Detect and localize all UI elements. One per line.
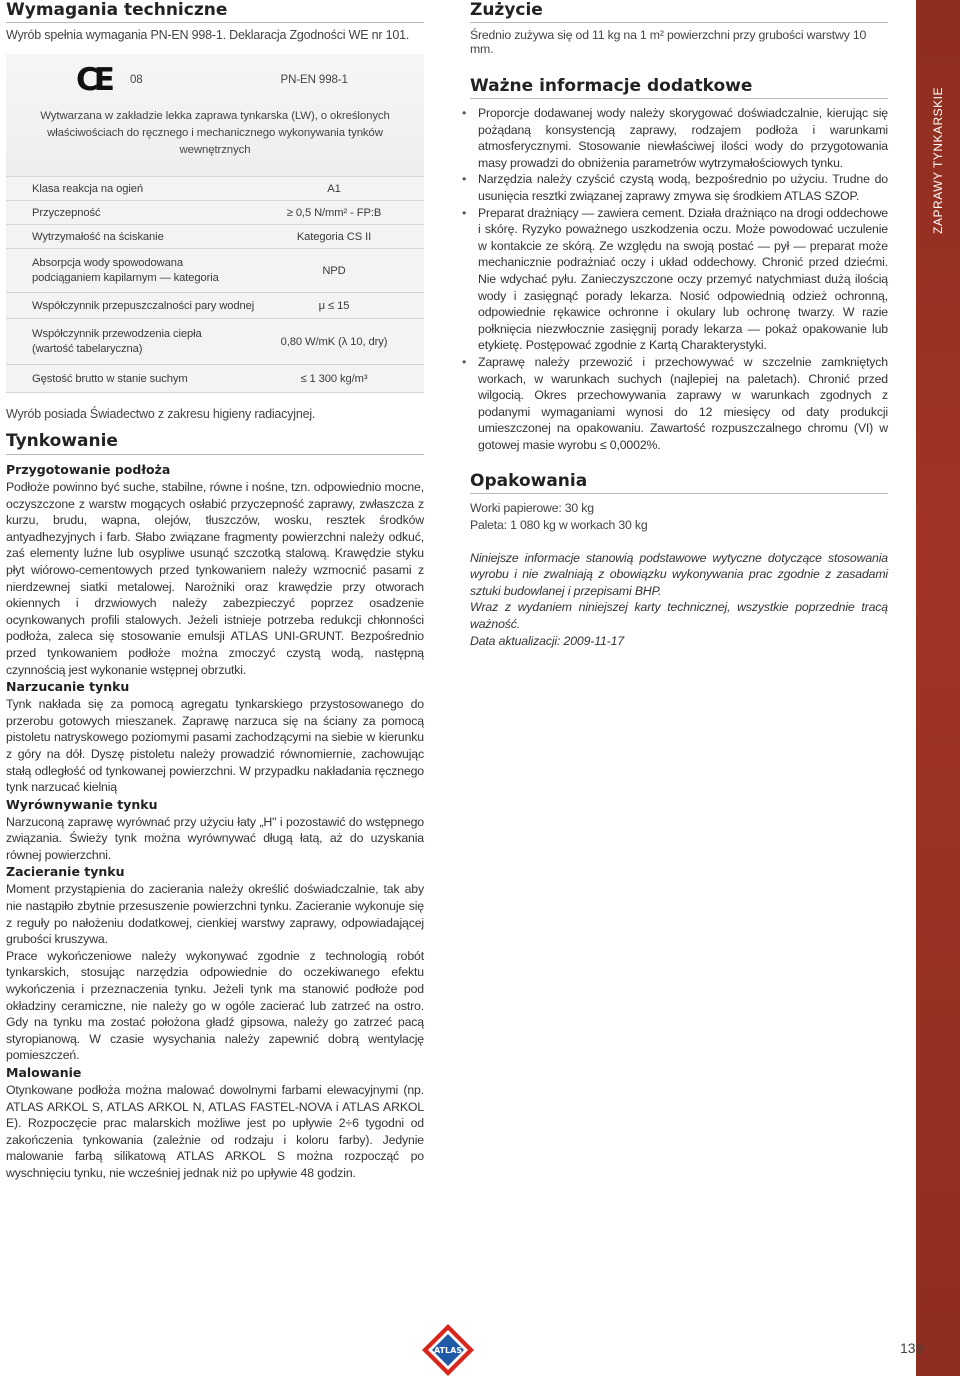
info-bullet: • Proporcje dodawanej wody należy skorygować doświadczalnie, kierując się pożądaną konsystencją zaprawy, rodzajem podłoża i warunkami atmosferycznymi. Stosowanie niewłaściwej ilości wody do przygotowania masy prowadzi do obniżenia parametrów wytrzymałościowych tynku.	[470, 105, 888, 171]
ce-mark-icon: CE	[76, 61, 110, 98]
side-tab-label: ZAPRAWY TYNKARSKIE	[931, 87, 945, 234]
spec-description: Wytwarzana w zakładzie lekka zaprawa tynkarska (LW), o określonych właściwościach do ręcznego i mechanicznego wykonywania tynków wewnętrznych	[40, 110, 390, 156]
section-heading: Narzucanie tynku	[6, 679, 130, 695]
spec-key: Współczynnik przepuszczalności pary wodnej	[32, 299, 255, 312]
spec-value: 0,80 W/mK (λ 10, dry)	[280, 335, 388, 348]
usage-title: Zużycie	[470, 0, 888, 23]
info-bullet: • Zaprawę należy przewozić i przechowywać w szczelnie zamkniętych workach, w warunkach suchych (najlepiej na paletach). Chronić przed wilgocią. Okres przechowywania zaprawy w warunkach zgodnych z podanymi wymaganiami wynosi do 12 miesięcy od daty produkcji umieszczonej na opakowaniu. Zawartość rozpuszczalnego chromu (VI) w gotowej masie wyrobu ≤ 0,0002%.	[470, 354, 888, 454]
section-heading: Przygotowanie podłoża	[6, 462, 171, 477]
page-number: 139	[900, 1340, 924, 1356]
ce-line	[6, 54, 424, 98]
spec-row	[6, 177, 424, 201]
spec-row	[6, 293, 424, 319]
spec-header	[6, 54, 424, 177]
important-info-title: Ważne informacje dodatkowe	[470, 76, 888, 99]
spec-value: ≥ 0,5 N/mm² - FP:B	[286, 206, 382, 219]
logo-text: ATLAS	[433, 1346, 463, 1355]
spec-value: μ ≤ 15	[318, 299, 350, 312]
tech-requirements-lead: Wyrób spełnia wymagania PN-EN 998-1. Deklaracja Zgodności WE nr 101.	[6, 28, 410, 42]
spec-row	[6, 365, 424, 393]
hygiene-note: Wyrób posiada Świadectwo z zakresu higieny radiacyjnej.	[6, 407, 316, 421]
spec-value: NPD	[322, 264, 346, 277]
important-info-list	[470, 105, 888, 453]
atlas-logo	[420, 1322, 476, 1376]
section-paragraph: Narzuconą zaprawę wyrównać przy użyciu łaty „H" i pozostawić do wstępnego związania. Świeży tynk można wyrównywać długą łatą, aż do uzyskania równej powierzchni.	[6, 814, 424, 862]
section-heading: Wyrównywanie tynku	[6, 796, 158, 812]
plastering-sections	[6, 461, 424, 1182]
packaging-title: Opakowania	[470, 471, 888, 494]
ce-standard: PN-EN 998-1	[280, 74, 348, 86]
plastering-title: Tynkowanie	[6, 431, 118, 451]
section-paragraph: Moment przystąpienia do zacierania należy określić doświadczalnie, tak aby nie nastąpiło zbytnie przesuszenie powierzchni tynku. Zacieranie wykonuje się z reguły po nałożeniu dodatkowej, cienkiej warstwy zaprawy, odpowiadającej grubości kruszywa.	[6, 882, 424, 947]
ce-number: 08	[129, 74, 143, 86]
spec-key: Współczynnik przewodzenia ciepła (wartość tabelaryczna)	[32, 327, 202, 355]
info-bullet: • Narzędzia należy czyścić czystą wodą, bezpośrednio po użyciu. Trudne do usunięcia resztki związanej zaprawy zmywa się środkiem ATLAS SZOP.	[470, 171, 888, 204]
spec-value: ≤ 1 300 kg/m³	[300, 372, 368, 385]
spec-row	[6, 249, 424, 293]
usage-text: Średnio zużywa się od 11 kg na 1 m² powierzchni przy grubości warstwy 10 mm.	[470, 28, 867, 56]
section-heading: Zacieranie tynku	[6, 864, 125, 880]
update-date: Data aktualizacji: 2009-11-17	[470, 633, 625, 648]
spec-row	[6, 201, 424, 225]
spec-key: Wytrzymałość na ściskanie	[32, 230, 164, 243]
spec-key: Absorpcja wody spowodowana podciąganiem kapilarnym — kategoria	[32, 256, 219, 284]
tech-requirements-title: Wymagania techniczne	[6, 0, 424, 23]
spec-value: Kategoria CS II	[296, 230, 372, 243]
section-paragraph: Tynk nakłada się za pomocą agregatu tynkarskiego przystosowanego do przerobu gotowych mieszanek. Zaprawę narzuca się na ściany za pomocą pistoletu natryskowego poziomymi pasami zachodzącymi na siebie w kierunku z góry na dół. Dyszę pistoletu należy prowadzić równomiernie, zachowując stałą odległość od tynkowanej powierzchni. W przypadku nakładania ręcznego tynk narzucać kielnią	[6, 697, 424, 795]
right-column	[470, 0, 888, 649]
section-paragraph: Otynkowane podłoża można malować dowolnymi farbami elewacyjnymi (np. ATLAS ARKOL S, ATLAS ARKOL N, ATLAS FASTEL-NOVA i ATLAS ARKOL E). Rozpoczęcie prac malarskich możliwe jest po upływie 2÷6 tygodni od zakończenia tynkowania (zależnie od rodzaju i koloru farby). Jedynie malowanie farbą silikatową ATLAS ARKOL S można rozpocząć po wyschnięciu tynku, nie wcześniej jednak niż po upływie 48 godzin.	[6, 1083, 424, 1180]
spec-row	[6, 225, 424, 249]
spec-row	[6, 319, 424, 365]
section-paragraph: Prace wykończeniowe należy wykonywać zgodnie z technologią robót tynkarskich, stosując narzędzia odpowiednie do oczekiwanego efektu wykończenia i przeznaczenia tynku. Jeżeli tynk ma stanowić podłoże pod okładziny ceramiczne, nie należy go w ogóle zacierać lub zatrzeć na ostro. Gdy na tynku ma zostać położona gładź gipsowa, należy go zatrzeć pacą styropianową. W czasie wysychania należy zapewnić dobrą wentylację pomieszczeń.	[6, 948, 424, 1063]
atlas-logo-icon	[420, 1322, 476, 1376]
info-bullet: • Preparat drażniący — zawiera cement. Działa drażniąco na drogi oddechowe i skórę. Ryzyko poważnego uszkodzenia oczu. Może powodować uczulenie w kontakcie ze skórą. Ze względu na swoją postać — pył — preparat może mechanicznie podrażniać oczy i układ oddechowy. Chronić przed dziećmi. Nie wdychać pyłu. Zanieczyszczone oczy przemyć natychmiast dużą ilością wody i zasięgnąć porady lekarza. Nosić odpowiednią odzież ochronną, odpowiednie rękawice ochronne i okulary lub ochronę twarzy. W razie połknięcia niezwłocznie zasięgnij porady lekarza — pokaż opakowanie lub etykietę. Postępować zgodnie z Kartą Charakterystyki.	[470, 205, 888, 354]
packaging-line: Paleta: 1 080 kg w workach 30 kg	[470, 518, 648, 533]
section-paragraph: Podłoże powinno być suche, stabilne, równe i nośne, tzn. odpowiednio mocne, oczyszczone z warstw mogących osłabić przyczepność zaprawy, zwłaszcza z kurzu, brudu, wapna, olejów, tłuszczów, wosku, resztek środków antyadhezyjnych i farb. Słabo związane fragmenty powierzchni należy odkuć, zaś elementy luźne lub osypliwe usunąć szczotką stalową. Krawędzie styku płyt wiórowo-cementowych przed tynkowaniem należy wzmocnić pasami z nierdzewnej siatki metalowej. Narożniki oraz krawędzie przy otworach okiennych i drzwiowych należy zabezpieczyć poprzez osadzenie ocynkowanych profili stalowych. Jeżeli istnieje potrzeba redukcji chłonności podłoża, zaleca się stosowanie emulsji ATLAS UNI-GRUNT. Bezpośrednio przed tynkowaniem podłoże można zmoczyć czystą wodą, następną czynnością jest wykonanie wstępnej obrzutki.	[6, 480, 424, 677]
spec-box	[6, 54, 424, 393]
section-heading: Malowanie	[6, 1065, 82, 1080]
spec-key: Gęstość brutto w stanie suchym	[32, 372, 188, 385]
spec-value: A1	[327, 182, 341, 195]
packaging-line: Worki papierowe: 30 kg	[470, 501, 594, 516]
plastering-rule	[6, 454, 424, 455]
disclaimer-note: Niniejsze informacje stanowią podstawowe wytyczne dotyczące stosowania wyrobu i nie zwalniają z obowiązku wykonywania prac zgodnie z zasadami sztuki budowlanej i przepisami BHP.	[470, 550, 888, 598]
validity-note: Wraz z wydaniem niniejszej karty technicznej, wszystkie poprzednie tracą ważność.	[470, 600, 888, 632]
spec-key: Klasa reakcja na ogień	[32, 182, 143, 195]
spec-key: Przyczepność	[32, 206, 101, 219]
left-column	[6, 0, 424, 1182]
spec-rows	[6, 177, 424, 393]
